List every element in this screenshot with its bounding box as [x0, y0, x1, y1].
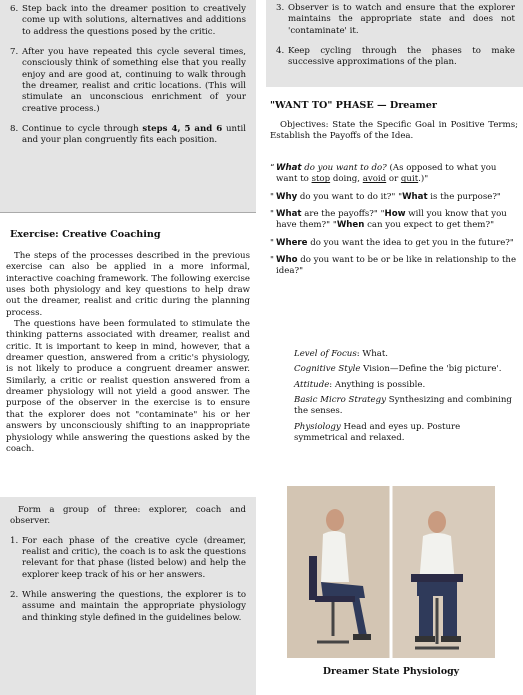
- divider: [0, 212, 256, 213]
- question-part: (As opposed to what you want to: [276, 163, 497, 185]
- coaching-body: [6, 251, 250, 455]
- list-item: [10, 47, 246, 115]
- question-part: or: [386, 174, 401, 185]
- question-bold: Who: [276, 255, 298, 266]
- question-list: [270, 163, 520, 284]
- step-text: After you have repeated this cycle several times, consciously think of something else that you really enjoy and are good at, continuing to walk through the dreamer, realist and critic locations. (This will stimulate an unconscious enrichment of your creative process.): [22, 47, 246, 114]
- quote-mark: ": [270, 209, 274, 220]
- question-bold: How: [384, 209, 406, 220]
- step-number: 6.: [10, 4, 19, 14]
- steps-box-right: [266, 0, 523, 87]
- attribute-list: [294, 349, 516, 448]
- question-bold: What: [402, 191, 428, 202]
- step-number: 2.: [10, 590, 19, 601]
- list-item: [10, 4, 246, 38]
- question-item: [270, 238, 520, 249]
- question-bold: Why: [276, 191, 298, 202]
- question-part: can you expect to get them?": [364, 220, 495, 231]
- attribute-item: [294, 395, 516, 418]
- step-number: 8.: [10, 124, 19, 135]
- list-item: [10, 590, 246, 624]
- quote-mark: ": [270, 255, 274, 266]
- steps-box-bottom: [0, 497, 256, 695]
- list-item: [10, 536, 246, 581]
- step-text: Observer is to watch and ensure that the explorer maintains the appropriate state and does not 'contaminate' it.: [288, 3, 515, 36]
- attribute-value: Vision—Define the 'big picture'.: [360, 364, 502, 375]
- step-text: While answering the questions, the explorer is to assume and maintain the appropriate physiology and thinking style defined in the guidelines below.: [22, 590, 246, 623]
- question-underline: quit: [400, 174, 419, 185]
- quote-mark: ": [270, 191, 274, 202]
- question-text: [276, 238, 520, 249]
- question-bold: What: [276, 163, 302, 173]
- question-item: [270, 163, 520, 186]
- attribute-item: [294, 422, 516, 445]
- attribute-label: Basic Micro Strategy: [294, 395, 386, 406]
- question-part: is the purpose?": [427, 191, 501, 202]
- attribute-value: : What.: [356, 349, 389, 359]
- dreamer-photo: [287, 486, 495, 658]
- question-underline: stop: [311, 174, 331, 185]
- question-part: will you know that you have them?" ": [276, 209, 507, 231]
- dreamer-photo-illustration: [287, 486, 495, 658]
- question-part: doing,: [330, 174, 363, 185]
- question-part: do you want the idea to get you in the future?": [307, 237, 514, 248]
- step-number: 1.: [10, 535, 19, 546]
- question-text: [276, 163, 520, 186]
- question-part: do you want to do it?" ": [297, 191, 403, 202]
- objectives: Objectives: State the Specific Goal in Positive Terms; Establish the Payoffs of the Idea.: [270, 120, 518, 142]
- list-item: [276, 3, 515, 37]
- attribute-label: Attitude: [294, 379, 330, 390]
- step-text: [22, 124, 246, 147]
- attribute-label: Physiology: [294, 421, 341, 432]
- question-bold: Where: [276, 237, 308, 248]
- step-text: Keep cycling through the phases to make successive approximations of the plan.: [288, 46, 515, 68]
- exercise-title: Exercise: Creative Coaching: [10, 229, 161, 240]
- step-number: 7.: [10, 47, 19, 58]
- attribute-value: Synthesizing and combining the senses.: [294, 395, 512, 417]
- phase-title: "WANT TO" PHASE — Dreamer: [270, 100, 437, 111]
- question-item: [270, 209, 520, 232]
- attribute-value: : Anything is possible.: [329, 379, 426, 390]
- attribute-item: [294, 380, 516, 391]
- question-italic: do you want to do?: [301, 163, 387, 173]
- step-text-part: until and your plan congruently fits each position.: [22, 124, 246, 146]
- list-item: [10, 124, 246, 147]
- step-number: 3.: [276, 3, 285, 13]
- question-underline: avoid: [362, 174, 387, 185]
- question-item: [270, 192, 520, 203]
- quote-mark: ": [270, 237, 274, 248]
- step-text: Step back into the dreamer position to creatively come up with solutions, alternatives and additions to address the questions posed by the critic.: [22, 4, 246, 37]
- question-text: [276, 255, 520, 278]
- attribute-label: Level of Focus: [294, 349, 357, 359]
- question-text: [276, 209, 520, 232]
- question-part: are the payoffs?" ": [301, 209, 385, 220]
- attribute-value: Head and eyes up. Posture symmetrical and relaxed.: [294, 421, 461, 444]
- photo-caption: Dreamer State Physiology: [322, 666, 460, 677]
- question-bold: When: [336, 220, 365, 231]
- step-number: 4.: [276, 46, 285, 57]
- quote-mark: “: [270, 163, 275, 173]
- left-column: [0, 0, 256, 623]
- list-item: [276, 46, 515, 69]
- steps-box-top: [0, 0, 256, 212]
- attribute-item: [294, 364, 516, 375]
- group-intro: Form a group of three: explorer, coach and observer.: [10, 505, 246, 527]
- attribute-label: Cognitive Style: [294, 364, 361, 375]
- right-column: [266, 0, 523, 677]
- step-text-part: Continue to cycle through: [22, 124, 143, 135]
- paragraph: The questions have been formulated to stimulate the thinking patterns associated with dreamer, realist and critic. It is important to keep in mind, however, that a dreamer question, answered from a critic's physiology, is not likely to produce a congruent dreamer answer. Similarly, a critic or realist question answered from a dreamer physiology will not yield a good answer. The purpose of the observer in the exercise is to ensure that the explorer does not "contaminate" his or her answers by unconsciously shifting to an inappropriate physiology while answering the questions asked by the coach.: [6, 319, 250, 454]
- paragraph: The steps of the processes described in the previous exercise can also be applied in a more informal, interactive coaching framework. The following exercise uses both physiology and key questions to help draw out the dreamer, realist and critic during the planning process.: [6, 251, 250, 318]
- question-part: do you want to be or be like in relationship to the idea?": [276, 255, 517, 277]
- question-bold: What: [276, 209, 302, 220]
- question-item: [270, 255, 520, 278]
- attribute-item: [294, 349, 516, 360]
- step-text: For each phase of the creative cycle (dreamer, realist and critic), the coach is to ask the questions relevant for that phase (listed below) and help the explorer keep track of his or her answers.: [22, 535, 246, 580]
- step-text-bold: steps 4, 5 and 6: [142, 124, 223, 135]
- question-part: .)": [418, 174, 429, 185]
- question-text: [276, 192, 520, 203]
